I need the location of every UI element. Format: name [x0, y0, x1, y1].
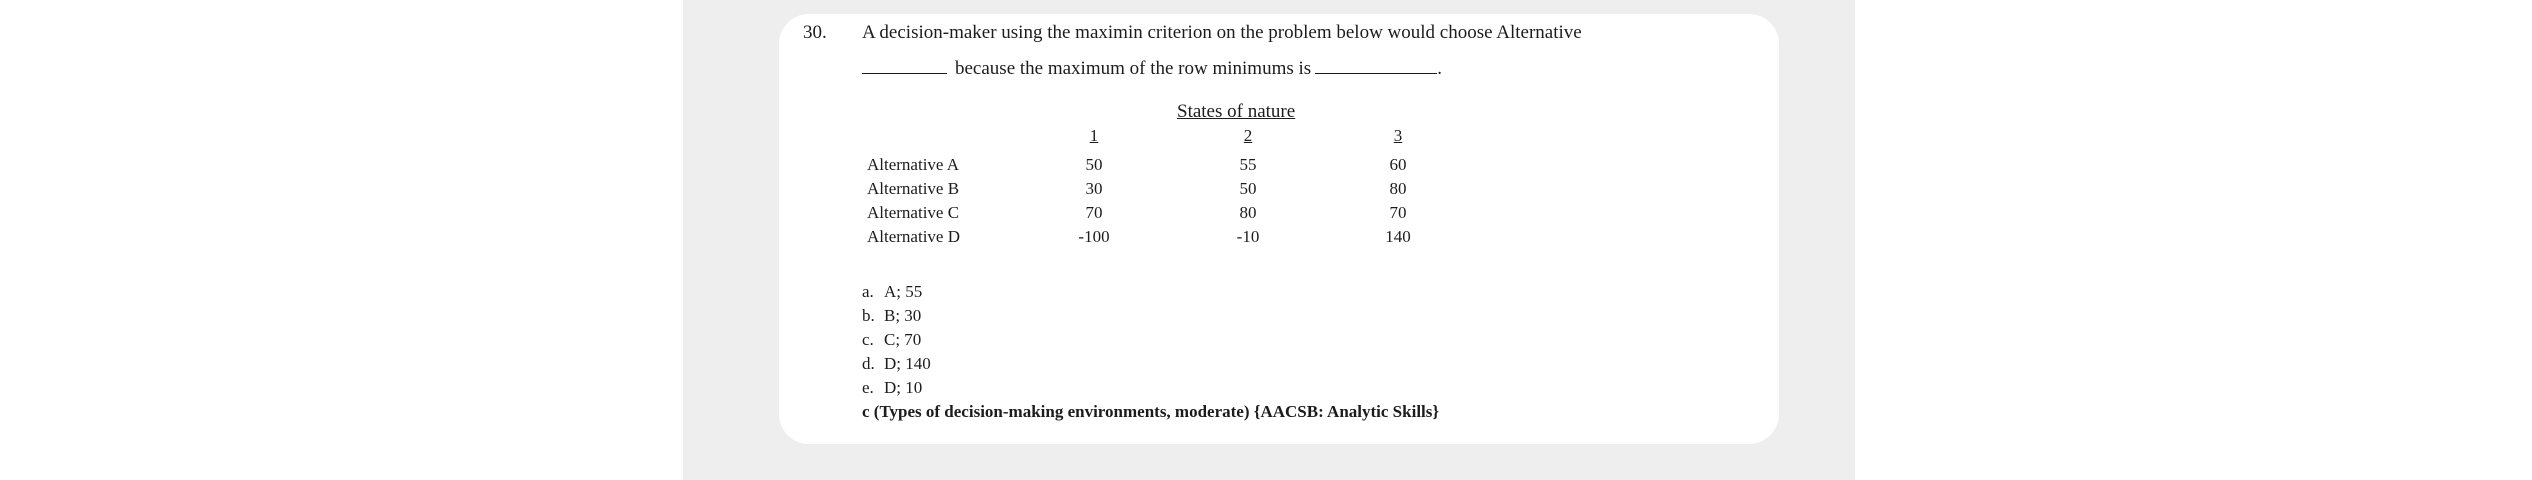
- cell-c-1: 70: [1085, 203, 1103, 222]
- question-number: 30.: [803, 22, 827, 43]
- cell-c-2: 80: [1239, 203, 1257, 222]
- option-text: D; 140: [884, 354, 931, 373]
- answer-blank-value: [1315, 55, 1437, 74]
- cell-d-3: 140: [1385, 227, 1411, 246]
- question-text-mid: because the maximum of the row minimums is: [955, 58, 1312, 79]
- row-label-c: Alternative C: [867, 203, 960, 222]
- option-d: [862, 354, 931, 374]
- row-label-b: Alternative B: [867, 179, 960, 198]
- row-label-a: Alternative A: [867, 155, 960, 174]
- question-text-line1: A decision-maker using the maximin criterion on the problem below would choose Alternative: [862, 22, 1582, 43]
- option-a: [862, 282, 922, 302]
- cell-d-2: -10: [1236, 227, 1260, 246]
- option-letter: d.: [862, 354, 875, 373]
- option-letter: a.: [862, 282, 874, 301]
- option-text: A; 55: [884, 282, 923, 301]
- cell-a-3: 60: [1389, 155, 1407, 174]
- option-b: [862, 306, 921, 326]
- column-header-1: 1: [1089, 126, 1099, 145]
- cell-a-2: 55: [1239, 155, 1257, 174]
- option-letter: e.: [862, 378, 874, 397]
- answer-line: c (Types of decision-making environments, moderate) {AACSB: Analytic Skills}: [862, 402, 1440, 421]
- option-letter: b.: [862, 306, 875, 325]
- cell-b-2: 50: [1239, 179, 1257, 198]
- cell-b-3: 80: [1389, 179, 1407, 198]
- column-header-2: 2: [1243, 126, 1253, 145]
- states-of-nature-header: States of nature: [1177, 101, 1296, 122]
- row-label-d: Alternative D: [867, 227, 960, 246]
- option-text: C; 70: [884, 330, 922, 349]
- cell-a-1: 50: [1085, 155, 1103, 174]
- option-text: B; 30: [884, 306, 922, 325]
- cell-c-3: 70: [1389, 203, 1407, 222]
- option-e: [862, 378, 922, 398]
- option-c: [862, 330, 921, 350]
- question-text-end: .: [1437, 58, 1442, 79]
- cell-d-1: -100: [1078, 227, 1110, 246]
- option-text: D; 10: [884, 378, 923, 397]
- question-text-line2: [862, 55, 1442, 80]
- answer-blank-alternative: [862, 55, 947, 74]
- column-header-3: 3: [1393, 126, 1403, 145]
- cell-b-1: 30: [1085, 179, 1103, 198]
- option-letter: c.: [862, 330, 874, 349]
